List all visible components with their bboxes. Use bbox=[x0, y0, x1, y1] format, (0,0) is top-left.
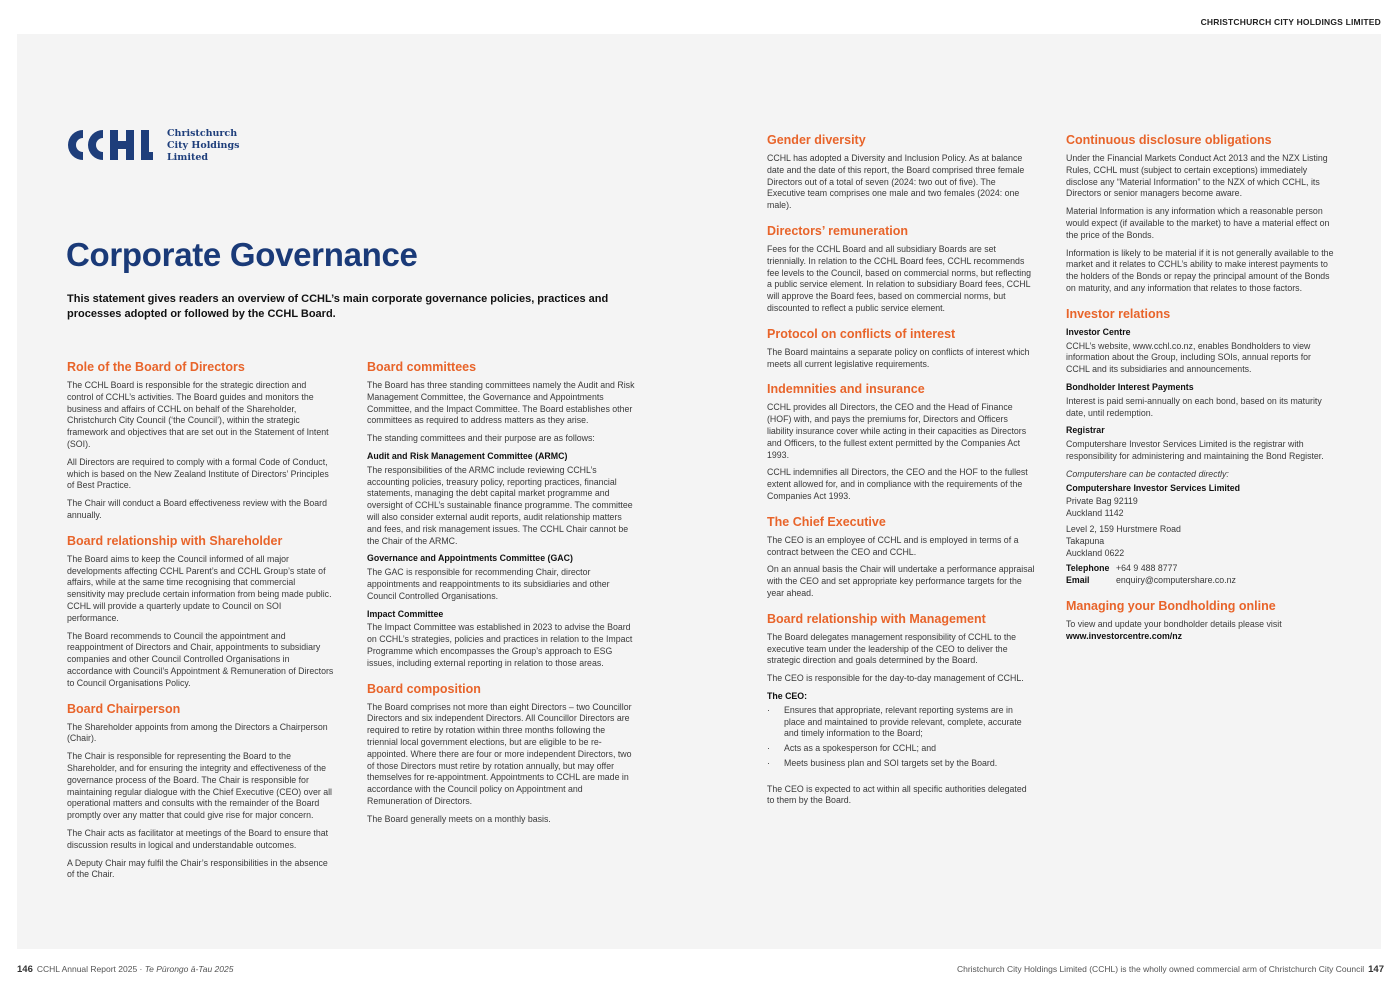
section-investor-relations bbox=[1066, 307, 1334, 587]
address-line: Private Bag 92119 bbox=[1066, 496, 1138, 507]
email-value[interactable]: enquiry@computershare.co.nz bbox=[1116, 575, 1236, 586]
paragraph: Fees for the CCHL Board and all subsidiary Boards are set triennially. In relation to the CCHL Board fees, CCHL recommends fee levels to the Council, based on commercial norms, but reflecting a public service element. In relation to subsidiary Board fees, CCHL will approve the Board fees, based on commercial norms, but discounted to reflect a public service element. bbox=[767, 243, 1032, 313]
paragraph: Under the Financial Markets Conduct Act 2013 and the NZX Listing Rules, CCHL must (subject to certain exceptions) immediately disclose any “Material Information” to the NZX of which CCHL, its Directors or senior managers become aware. bbox=[1066, 153, 1328, 199]
paragraph: The GAC is responsible for recommending Chair, director appointments and reappointments to its subsidiaries and other Council Controlled Organisations. bbox=[367, 567, 610, 601]
subheading-the-ceo: The CEO: bbox=[767, 690, 808, 701]
paragraph: All Directors are required to comply with a formal Code of Conduct, which is based on the New Zealand Institute of Directors’ Principles of Best Practice. bbox=[67, 456, 329, 491]
section-heading: Board composition bbox=[367, 681, 481, 696]
list-item: · Meets business plan and SOI targets set by the Board. bbox=[767, 758, 1035, 770]
paragraph: CCHL has adopted a Diversity and Inclusion Policy. As at balance date and the date of this report, the Board comprised three female Directors out of a total of seven (2024: two out of five). The Executive team comprises one male and two females (2024: one male). bbox=[767, 153, 1025, 211]
subheading-registrar: Registrar bbox=[1066, 425, 1105, 436]
section-indemnities-insurance bbox=[767, 382, 1035, 502]
logo-line-2: City Holdings bbox=[167, 140, 240, 151]
paragraph: The CEO is responsible for the day-to-day management of CCHL. bbox=[767, 673, 1024, 684]
paragraph: The Board maintains a separate policy on conflicts of interest which meets all current legislative requirements. bbox=[767, 346, 1030, 369]
paragraph: To view and update your bondholder details please visit bbox=[1066, 618, 1282, 629]
address-line: Auckland 0622 bbox=[1066, 547, 1125, 558]
subheading-armc: Audit and Risk Management Committee (ARMC) bbox=[367, 450, 568, 461]
telephone-value: +64 9 488 8777 bbox=[1116, 563, 1178, 574]
section-heading: Board committees bbox=[367, 360, 477, 374]
investorcentre-link[interactable]: www.investorcentre.com/nz bbox=[1066, 630, 1183, 641]
cchl-logo bbox=[67, 128, 239, 164]
contact-name: Computershare Investor Services Limited bbox=[1066, 482, 1241, 493]
section-board-composition bbox=[367, 682, 635, 826]
section-heading: Managing your Bondholding online bbox=[1066, 598, 1276, 613]
paragraph: CCHL indemnifies all Directors, the CEO and the HOF to the fullest extent allowed for, and in compliance with the requirements of the Companies Act 1993. bbox=[767, 467, 1028, 501]
paragraph: The Chair acts as facilitator at meetings of the Board to ensure that discussion results in logical and understandable outcomes. bbox=[67, 827, 329, 850]
paragraph: The Board generally meets on a monthly basis. bbox=[367, 813, 551, 824]
column-4 bbox=[1066, 133, 1334, 655]
section-heading: Continuous disclosure obligations bbox=[1066, 133, 1272, 147]
section-heading: The Chief Executive bbox=[767, 514, 886, 529]
section-managing-bondholding bbox=[1066, 599, 1334, 643]
paragraph: The Board has three standing committees namely the Audit and Risk Management Committee, the Governance and Appointments Committee, and the Impact Committee. The Board establishes other committees as required to address matters as they arise. bbox=[367, 380, 635, 426]
column-3 bbox=[767, 133, 1035, 819]
section-role-of-board bbox=[67, 360, 335, 522]
ceo-responsibilities-list bbox=[767, 705, 1035, 770]
section-gender-diversity bbox=[767, 133, 1035, 212]
paragraph: On an annual basis the Chair will undertake a performance appraisal with the CEO and set appropriate key performance targets for the year ahead. bbox=[767, 564, 1035, 598]
paragraph: The CEO is expected to act within all specific authorities delegated to them by the Board. bbox=[767, 783, 1027, 806]
page-title: Corporate Governance bbox=[66, 236, 418, 273]
paragraph: The responsibilities of the ARMC include reviewing CCHL’s accounting policies, treasury policy, reporting practices, financial statements, managing the debt capital market programme and oversight of CCHL’s sustainable finance programme. The committee will also consider external audit reports, audit relationship matters and fees, and risk management issues. The CCHL Chair cannot be the Chair of the ARMC. bbox=[367, 464, 633, 546]
section-chief-executive bbox=[767, 515, 1035, 600]
section-heading: Indemnities and insurance bbox=[767, 382, 925, 397]
paragraph: Interest is paid semi-annually on each bond, based on its maturity date, until redemption. bbox=[1066, 395, 1322, 418]
subheading-gac: Governance and Appointments Committee (GAC) bbox=[367, 553, 573, 564]
cchl-logo-mark-icon bbox=[67, 128, 155, 162]
header-company-name: CHRISTCHURCH CITY HOLDINGS LIMITED bbox=[1200, 17, 1381, 27]
paragraph: The Board aims to keep the Council informed of all major developments affecting CCHL Parent’s and CCHL Group’s state of affairs, while at the same time recognising that commercial sensitivity may preclude certain information from being made public. CCHL will provide a quarterly update to Council on SOI performance. bbox=[67, 553, 332, 623]
footer-report-title-maori: Te Pūrongo ā-Tau 2025 bbox=[144, 964, 234, 974]
paragraph: The Impact Committee was established in 2023 to advise the Board on CCHL’s strategies, policies and practices in relation to the Impact Programme which encompasses the Group’s approach to ESG issues, including external reporting in relation to those areas. bbox=[367, 622, 633, 668]
paragraph: Information is likely to be material if it is not generally available to the market and it relates to CCHL’s ability to make interest payments to the holders of the Bonds or repay the principal amount of the Bonds on maturity, and any information that relates to those factors. bbox=[1066, 247, 1334, 293]
section-board-chairperson bbox=[67, 702, 335, 882]
column-2 bbox=[367, 360, 635, 838]
section-board-relationship-management bbox=[767, 612, 1035, 808]
list-item: · Ensures that appropriate, relevant reporting systems are in place and maintained to provide relevant, complete, accurate and timely information to the Board; bbox=[767, 705, 1035, 740]
section-heading: Gender diversity bbox=[767, 133, 866, 147]
paragraph: CCHL provides all Directors, the CEO and the Head of Finance (HOF) with, and pays the premiums for, Directors and Officers liability insurance cover while acting in their capacities as Directors and Officers, to the fullest extent permitted by the Companies Act 1993. bbox=[767, 402, 1027, 460]
address-line: Auckland 1142 bbox=[1066, 508, 1124, 519]
section-heading: Board relationship with Shareholder bbox=[67, 533, 283, 548]
footer-right bbox=[957, 964, 1384, 975]
subheading-investor-centre: Investor Centre bbox=[1066, 326, 1131, 337]
paragraph: The standing committees and their purpose are as follows: bbox=[367, 433, 595, 444]
section-heading: Investor relations bbox=[1066, 306, 1171, 321]
section-heading: Directors’ remuneration bbox=[767, 223, 909, 238]
paragraph: Material Information is any information which a reasonable person would expect (if available to the market) to have a material effect on the price of the Bonds. bbox=[1066, 206, 1330, 240]
paragraph: CCHL’s website, www.cchl.co.nz, enables Bondholders to view information about the Group, including SOIs, annual reports for CCHL and its subsidiaries and announcements. bbox=[1066, 340, 1311, 375]
paragraph: Computershare Investor Services Limited is the registrar with responsibility for administering and maintaining the Bond Register. bbox=[1066, 439, 1324, 461]
paragraph: The Shareholder appoints from among the Directors a Chairperson (Chair). bbox=[67, 721, 328, 744]
email-label: Email bbox=[1066, 575, 1090, 586]
section-heading: Board Chairperson bbox=[67, 701, 181, 716]
paragraph: The Board recommends to Council the appointment and reappointment of Directors and Chair, appointments to subsidiary companies and other Council Controlled Organisations in accordance with Council’s Appointment & Remuneration of Directors to Council Organisations Policy. bbox=[67, 630, 334, 688]
footer-left bbox=[17, 964, 233, 975]
logo-line-1: Christchurch bbox=[167, 128, 238, 139]
section-continuous-disclosure bbox=[1066, 133, 1334, 295]
page-number-right: 147 bbox=[1368, 964, 1384, 975]
section-board-relationship-shareholder bbox=[67, 534, 335, 690]
paragraph: The Chair is responsible for representing the Board to the Shareholder, and for ensuring the integrity and effectiveness of the governance process of the Board. The Chair is responsible for maintaining regular dialogue with the Chief Executive (CEO) over all operational matters and consults with the remainder of the Board promptly over any matter that could give rise for major concern. bbox=[67, 751, 333, 821]
paragraph: The CCHL Board is responsible for the strategic direction and control of CCHL’s activities. The Board guides and monitors the business and affairs of CCHL on behalf of the Shareholder, Christchurch City Council (‘the Council’), within the strategic framework and objectives that are set out in the Statement of Intent (SOI). bbox=[67, 380, 329, 449]
paragraph: The Chair will conduct a Board effectiveness review with the Board annually. bbox=[67, 498, 327, 520]
address-line: Takapuna bbox=[1066, 535, 1105, 546]
logo-wordmark bbox=[167, 128, 239, 164]
paragraph: The Board delegates management responsibility of CCHL to the executive team under the leadership of the CEO to deliver the strategic direction and goals determined by the Board. bbox=[767, 631, 1017, 666]
section-heading: Role of the Board of Directors bbox=[67, 360, 245, 374]
paragraph: A Deputy Chair may fulfil the Chair’s responsibilities in the absence of the Chair. bbox=[67, 857, 328, 880]
section-heading: Protocol on conflicts of interest bbox=[767, 326, 956, 341]
telephone-label: Telephone bbox=[1066, 563, 1110, 574]
paragraph: The CEO is an employee of CCHL and is employed in terms of a contract between the CEO and CCHL. bbox=[767, 534, 1019, 557]
logo-line-3: Limited bbox=[167, 152, 209, 163]
footer-description: Christchurch City Holdings Limited (CCHL) is the wholly owned commercial arm of Christchurch City Council bbox=[956, 964, 1365, 974]
section-heading: Board relationship with Management bbox=[767, 611, 986, 626]
subheading-interest-payments: Bondholder Interest Payments bbox=[1066, 381, 1194, 392]
paragraph: The Board comprises not more than eight Directors – two Councillor Directors and six independent Directors. All Councillor Directors are required to retire by rotation within three months following the triennial local government elections, but are eligible to be re-appointed. Where there are four or more independent Directors, two of those Directors must retire by rotation annually, but may offer themselves for re-appointment. Appointments to CCHL are made in accordance with the Council policy on Appointment and Remuneration of Directors. bbox=[367, 701, 632, 806]
footer-report-title: CCHL Annual Report 2025 · bbox=[36, 964, 145, 974]
page-number-left: 146 bbox=[17, 964, 33, 975]
contact-note: Computershare can be contacted directly: bbox=[1066, 468, 1229, 479]
address-line: Level 2, 159 Hurstmere Road bbox=[1066, 523, 1181, 534]
list-item: · Acts as a spokesperson for CCHL; and bbox=[767, 743, 1035, 755]
section-directors-remuneration bbox=[767, 224, 1035, 315]
section-board-committees bbox=[367, 360, 635, 670]
column-1 bbox=[67, 360, 335, 893]
section-conflicts-of-interest bbox=[767, 327, 1035, 371]
email-row bbox=[1066, 575, 1334, 587]
subheading-impact: Impact Committee bbox=[367, 608, 444, 619]
telephone-row bbox=[1066, 563, 1334, 575]
intro-statement: This statement gives readers an overview of CCHL’s main corporate governance policies, practices and processes adopted or followed by the CCHL Board. bbox=[67, 293, 609, 320]
